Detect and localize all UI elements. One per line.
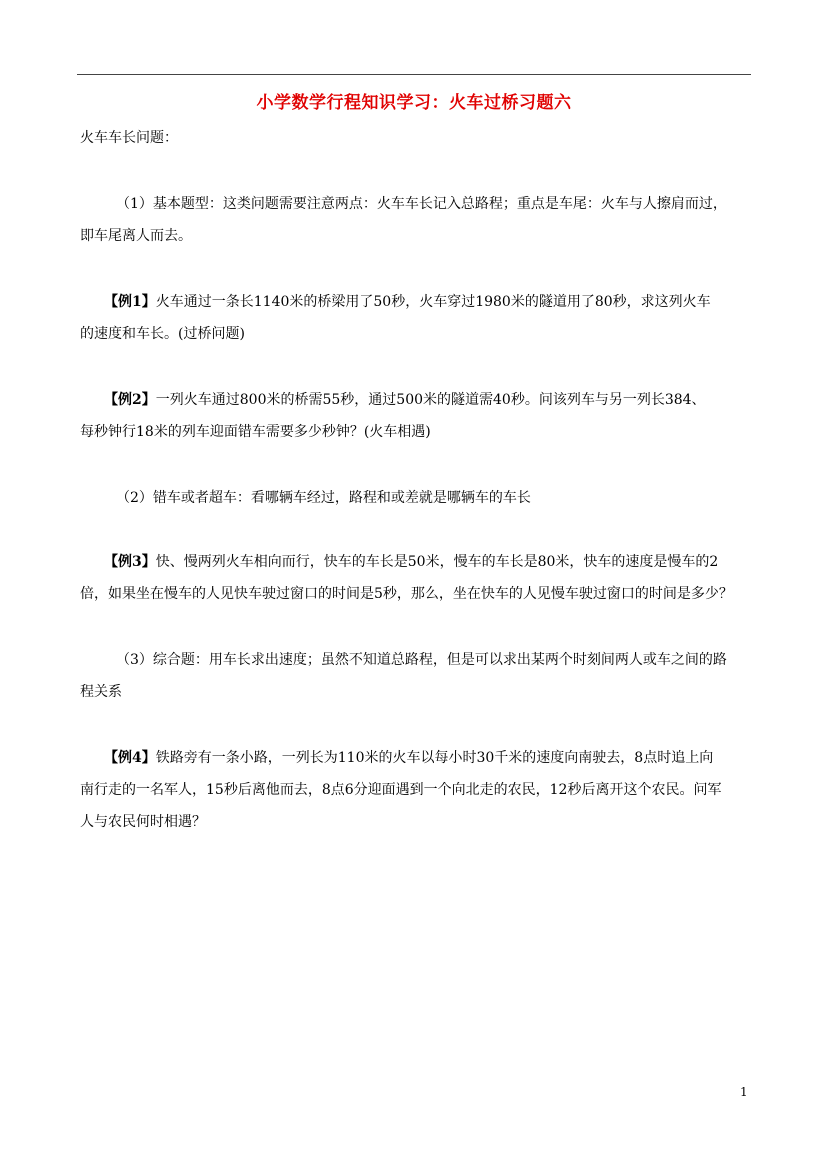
example-4-line-3: 人与农民何时相遇？ xyxy=(80,814,206,830)
example-2-line-2: 每秒钟行18米的列车迎面错车需要多少秒钟？(火车相遇) xyxy=(80,424,431,440)
example-3-line-2: 倍，如果坐在慢车的人见快车驶过窗口的时间是5秒，那么，坐在快车的人见慢车驶过窗口的时间是多少？ xyxy=(80,586,733,602)
example-4-line-2: 南行走的一名军人，15秒后离他而去，8点6分迎面遇到一个向北走的农民，12秒后离开这个农民。问军 xyxy=(80,782,722,798)
example-1-line-1: 火车通过一条长1140米的桥梁用了50秒，火车穿过1980米的隧道用了80秒，求这列火车 xyxy=(155,294,711,310)
example-2-label: 【例2】 xyxy=(104,392,156,408)
section-1-line-2: 即车尾离人而去。 xyxy=(80,228,192,244)
section-3-line-1: （3）综合题：用车长求出速度；虽然不知道总路程，但是可以求出某两个时刻间两人或车之间的路 xyxy=(116,652,727,668)
section-1-paragraph xyxy=(80,188,752,252)
intro-text: 火车车长问题： xyxy=(80,130,178,146)
example-4-line-1: 铁路旁有一条小路，一列长为110米的火车以每小时30千米的速度向南驶去，8点时追上向 xyxy=(155,750,714,766)
section-2-line-1: （2）错车或者超车：看哪辆车经过，路程和或差就是哪辆车的车长 xyxy=(116,490,531,506)
section-2-paragraph xyxy=(80,482,752,514)
example-2-paragraph xyxy=(80,384,752,448)
example-3-label: 【例3】 xyxy=(104,554,156,570)
section-3-paragraph xyxy=(80,644,752,708)
intro-paragraph xyxy=(80,122,752,154)
header-rule xyxy=(77,74,751,75)
example-1-label: 【例1】 xyxy=(104,294,156,310)
example-4-label: 【例4】 xyxy=(104,750,156,766)
example-4-paragraph xyxy=(80,742,752,838)
example-2-line-1: 一列火车通过800米的桥需55秒，通过500米的隧道需40秒。问该列车与另一列长384、 xyxy=(155,392,706,408)
section-3-line-2: 程关系 xyxy=(80,684,122,700)
document-title: 小学数学行程知识学习：火车过桥习题六 xyxy=(256,93,572,113)
example-3-line-1: 快、慢两列火车相向而行，快车的车长是50米，慢车的车长是80米，快车的速度是慢车的2 xyxy=(155,554,719,570)
page-number: 1 xyxy=(740,1085,748,1099)
example-3-paragraph xyxy=(80,546,752,610)
example-1-paragraph xyxy=(80,286,752,350)
example-1-line-2: 的速度和车长。(过桥问题) xyxy=(80,326,245,342)
section-1-line-1: （1）基本题型：这类问题需要注意两点：火车车长记入总路程；重点是车尾：火车与人擦肩而过， xyxy=(116,196,727,212)
